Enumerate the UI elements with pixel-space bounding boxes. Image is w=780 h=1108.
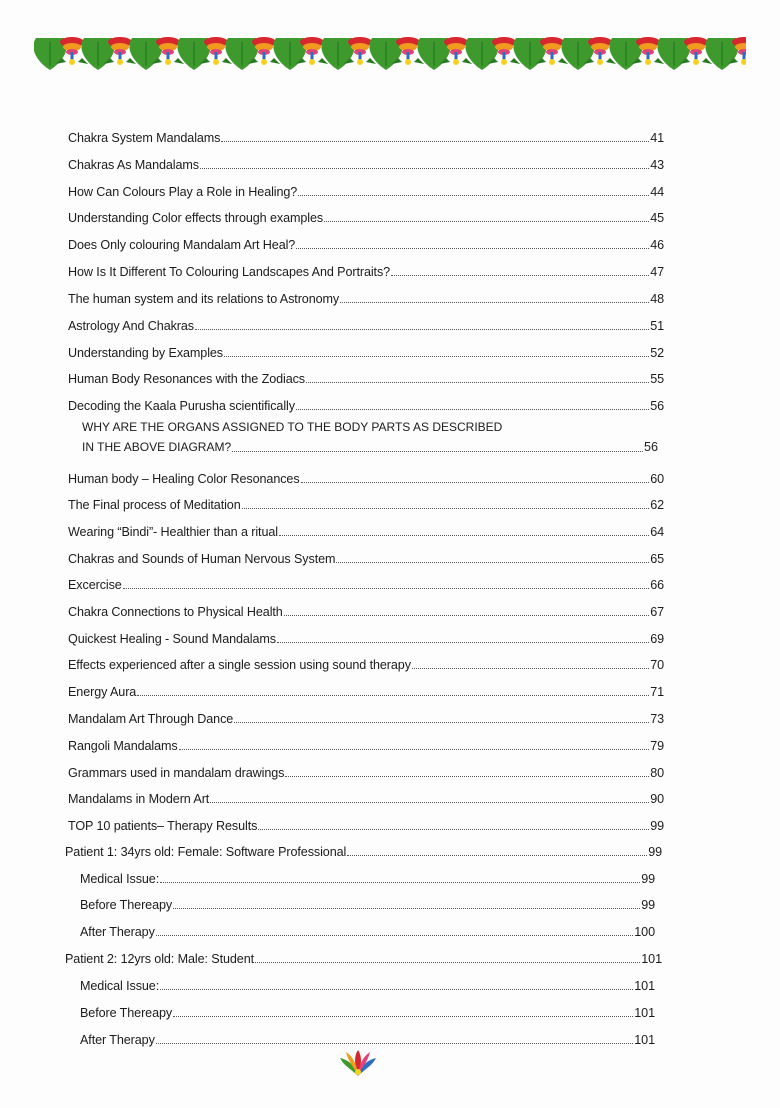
dot-leader bbox=[234, 721, 649, 723]
toc-entry[interactable] bbox=[68, 547, 664, 567]
footer-flower-ornament bbox=[336, 1048, 380, 1078]
toc-entry-title: Decoding the Kaala Purusha scientifically bbox=[68, 399, 295, 413]
toc-entry-page-number: 70 bbox=[650, 658, 664, 672]
toc-entry[interactable] bbox=[65, 840, 662, 860]
toc-entry-page-number: 66 bbox=[650, 578, 664, 592]
dot-leader bbox=[347, 854, 647, 856]
toc-entry[interactable] bbox=[68, 493, 664, 513]
toc-entry[interactable] bbox=[65, 947, 662, 967]
dot-leader bbox=[242, 507, 650, 509]
toc-entry[interactable] bbox=[68, 467, 664, 487]
dot-leader bbox=[173, 1015, 633, 1017]
toc-entry-title: TOP 10 patients– Therapy Results bbox=[68, 819, 258, 833]
dot-leader bbox=[173, 907, 640, 909]
toc-entry[interactable] bbox=[68, 314, 664, 334]
dot-leader bbox=[255, 961, 640, 963]
dot-leader bbox=[277, 641, 649, 643]
toc-entry-page-number: 80 bbox=[650, 766, 664, 780]
toc-entry-page-number: 99 bbox=[641, 872, 655, 886]
dot-leader bbox=[285, 775, 649, 777]
toc-entry-title: After Therapy bbox=[80, 1033, 155, 1047]
toc-entry-page-number: 73 bbox=[650, 712, 664, 726]
dot-leader bbox=[258, 828, 649, 830]
toc-entry[interactable] bbox=[80, 1028, 655, 1048]
toc-entry-page-number: 52 bbox=[650, 346, 664, 360]
toc-entry[interactable] bbox=[68, 233, 664, 253]
toc-entry[interactable] bbox=[80, 867, 655, 887]
dot-leader bbox=[156, 934, 634, 936]
toc-entry-title: Quickest Healing - Sound Mandalams bbox=[68, 632, 277, 646]
toc-entry[interactable] bbox=[68, 180, 664, 200]
toc-entry-page-number: 55 bbox=[650, 372, 664, 386]
toc-entry-title: The human system and its relations to Astronomy bbox=[68, 292, 340, 306]
toc-entry-title: Chakras As Mandalams bbox=[68, 158, 199, 172]
dot-leader bbox=[301, 481, 650, 483]
toc-subsection-page-number: 56 bbox=[643, 440, 658, 454]
toc-entry[interactable] bbox=[68, 287, 664, 307]
dot-leader bbox=[195, 328, 649, 330]
toc-subsection-title-line1: WHY ARE THE ORGANS ASSIGNED TO THE BODY PARTS AS DESCRIBED bbox=[82, 420, 503, 434]
toc-entry[interactable] bbox=[68, 653, 664, 673]
toc-entry-page-number: 101 bbox=[634, 979, 655, 993]
toc-entry-title: Before Thereapy bbox=[80, 898, 173, 912]
toc-entry[interactable] bbox=[68, 520, 664, 540]
toc-entry-page-number: 101 bbox=[634, 1033, 655, 1047]
toc-entry-title: Energy Aura bbox=[68, 685, 137, 699]
toc-entry-title: Wearing “Bindi”- Healthier than a ritual bbox=[68, 525, 278, 539]
dot-leader bbox=[221, 140, 649, 142]
toc-entry-title: Medical Issue: bbox=[80, 872, 160, 886]
toc-entry-title: Before Thereapy bbox=[80, 1006, 173, 1020]
toc-entry[interactable] bbox=[68, 734, 664, 754]
toc-entry-page-number: 41 bbox=[650, 131, 664, 145]
dot-leader bbox=[296, 247, 649, 249]
toc-entry-title: Mandalam Art Through Dance bbox=[68, 712, 234, 726]
toc-entry[interactable] bbox=[68, 600, 664, 620]
toc-entry-page-number: 43 bbox=[650, 158, 664, 172]
dot-leader bbox=[160, 988, 633, 990]
toc-entry-title: Rangoli Mandalams bbox=[68, 739, 178, 753]
dot-leader bbox=[160, 881, 640, 883]
toc-subsection-title-line2: IN THE ABOVE DIAGRAM? bbox=[82, 440, 232, 454]
toc-entry-title: After Therapy bbox=[80, 925, 155, 939]
toc-entry-title: How Is It Different To Colouring Landscapes And Portraits? bbox=[68, 265, 391, 279]
dot-leader bbox=[279, 534, 649, 536]
toc-entry[interactable] bbox=[68, 260, 664, 280]
toc-entry-title: How Can Colours Play a Role in Healing? bbox=[68, 185, 298, 199]
toc-entry[interactable] bbox=[80, 893, 655, 913]
toc-entry-page-number: 46 bbox=[650, 238, 664, 252]
toc-entry[interactable] bbox=[68, 573, 664, 593]
dot-leader bbox=[210, 801, 649, 803]
dot-leader bbox=[137, 694, 649, 696]
dot-leader bbox=[179, 748, 650, 750]
toc-subsection-entry[interactable] bbox=[82, 417, 658, 457]
dot-leader bbox=[324, 220, 649, 222]
toc-entry-title: Grammars used in mandalam drawings bbox=[68, 766, 285, 780]
toc-entry-page-number: 48 bbox=[650, 292, 664, 306]
toc-entry-title: Patient 2: 12yrs old: Male: Student bbox=[65, 952, 255, 966]
toc-entry-title: Does Only colouring Mandalam Art Heal? bbox=[68, 238, 296, 252]
toc-entry[interactable] bbox=[68, 153, 664, 173]
toc-entry-page-number: 51 bbox=[650, 319, 664, 333]
dot-leader bbox=[336, 561, 649, 563]
toc-entry-page-number: 64 bbox=[650, 525, 664, 539]
dot-leader bbox=[298, 194, 649, 196]
dot-leader bbox=[391, 274, 649, 276]
toc-entry-page-number: 99 bbox=[641, 898, 655, 912]
toc-entry-page-number: 71 bbox=[650, 685, 664, 699]
toc-entry[interactable] bbox=[68, 761, 664, 781]
dot-leader bbox=[156, 1042, 634, 1044]
toc-entry-page-number: 60 bbox=[650, 472, 664, 486]
toc-entry[interactable] bbox=[68, 680, 664, 700]
toc-entry-page-number: 99 bbox=[650, 819, 664, 833]
toc-entry-title: Astrology And Chakras bbox=[68, 319, 195, 333]
toc-entry-page-number: 79 bbox=[650, 739, 664, 753]
toc-entry[interactable] bbox=[80, 1001, 655, 1021]
toc-entry-page-number: 45 bbox=[650, 211, 664, 225]
toc-entry[interactable] bbox=[68, 627, 664, 647]
toc-entry-page-number: 99 bbox=[648, 845, 662, 859]
dot-leader bbox=[284, 614, 649, 616]
toc-entry[interactable] bbox=[68, 367, 664, 387]
dot-leader bbox=[232, 450, 643, 452]
toc-entry-title: Excercise bbox=[68, 578, 122, 592]
dot-leader bbox=[412, 667, 649, 669]
toc-entry-title: The Final process of Meditation bbox=[68, 498, 241, 512]
toc-entry-title: Mandalams in Modern Art bbox=[68, 792, 210, 806]
toc-entry-page-number: 56 bbox=[650, 399, 664, 413]
toc-entry-title: Human Body Resonances with the Zodiacs bbox=[68, 372, 306, 386]
dot-leader bbox=[200, 167, 649, 169]
toc-entry[interactable] bbox=[68, 707, 664, 727]
toc-entry[interactable] bbox=[80, 974, 655, 994]
toc-entry-title: Medical Issue: bbox=[80, 979, 160, 993]
toc-entry-title: Chakra System Mandalams bbox=[68, 131, 221, 145]
dot-leader bbox=[296, 408, 649, 410]
dot-leader bbox=[340, 301, 649, 303]
dot-leader bbox=[123, 587, 650, 589]
toc-entry[interactable] bbox=[68, 787, 664, 807]
toc-entry-page-number: 100 bbox=[634, 925, 655, 939]
toc-entry[interactable] bbox=[68, 394, 664, 414]
toc-entry-page-number: 62 bbox=[650, 498, 664, 512]
toc-entry-page-number: 44 bbox=[650, 185, 664, 199]
toc-entry-page-number: 90 bbox=[650, 792, 664, 806]
toc-entry[interactable] bbox=[68, 206, 664, 226]
dot-leader bbox=[306, 381, 649, 383]
toc-entry[interactable] bbox=[80, 920, 655, 940]
toc-entry-title: Understanding Color effects through examples bbox=[68, 211, 324, 225]
toc-entry-page-number: 47 bbox=[650, 265, 664, 279]
toc-entry-page-number: 67 bbox=[650, 605, 664, 619]
toc-subsection-line2-row bbox=[82, 437, 658, 457]
toc-entry[interactable] bbox=[68, 814, 664, 834]
dot-leader bbox=[224, 355, 649, 357]
toc-entry-title: Chakra Connections to Physical Health bbox=[68, 605, 283, 619]
toc-entry-title: Effects experienced after a single session using sound therapy bbox=[68, 658, 411, 672]
toc-entry-page-number: 69 bbox=[650, 632, 664, 646]
toc-entry[interactable] bbox=[68, 126, 664, 146]
toc-entry-page-number: 101 bbox=[634, 1006, 655, 1020]
toc-entry[interactable] bbox=[68, 341, 664, 361]
toc-entry-title: Patient 1: 34yrs old: Female: Software Professional bbox=[65, 845, 347, 859]
toc-entry-page-number: 65 bbox=[650, 552, 664, 566]
toc-entry-title: Chakras and Sounds of Human Nervous System bbox=[68, 552, 336, 566]
toc-entry-title: Understanding by Examples bbox=[68, 346, 224, 360]
toc-entry-page-number: 101 bbox=[641, 952, 662, 966]
toc-entry-title: Human body – Healing Color Resonances bbox=[68, 472, 300, 486]
